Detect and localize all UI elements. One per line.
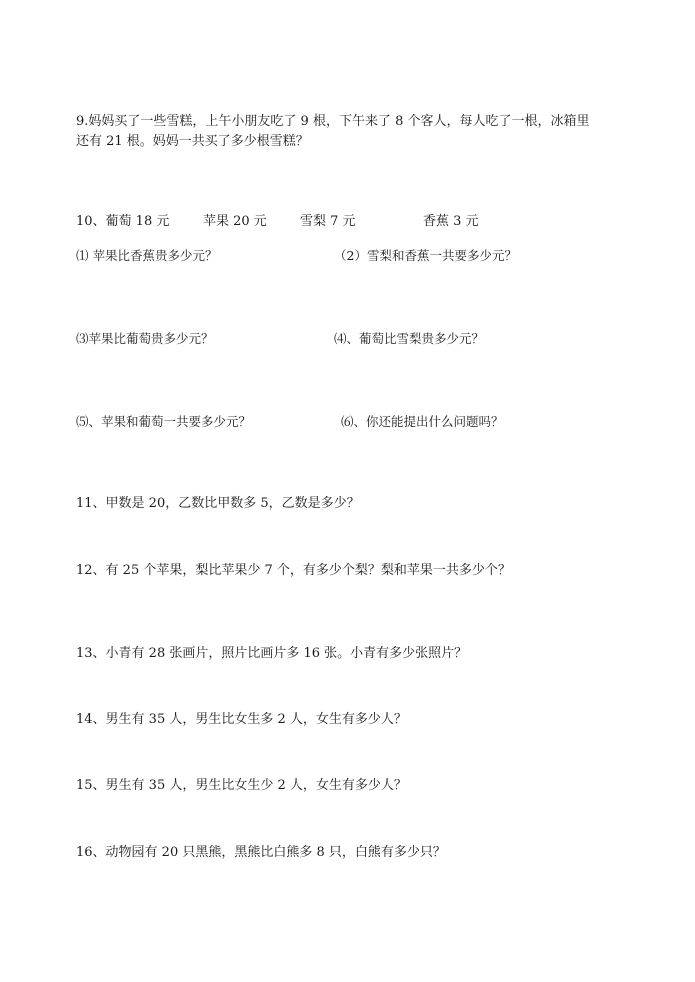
question-10-sub-1: ⑴ 苹果比香蕉贵多少元？ [76, 248, 218, 263]
question-11: 11、甲数是 20，乙数比甲数多 5，乙数是多少？ [76, 496, 360, 511]
question-10-sub-3: ⑶苹果比葡萄贵多少元？ [76, 331, 214, 346]
price-grape: 10、葡萄 18 元 [76, 214, 170, 229]
question-13: 13、小青有 28 张画片，照片比画片多 16 张。小青有多少张照片？ [76, 646, 468, 661]
price-banana: 香蕉 3 元 [423, 214, 479, 229]
question-10-sub-6: ⑹、你还能提出什么问题吗？ [341, 414, 504, 429]
question-9-line-1: 9.妈妈买了一些雪糕，上午小朋友吃了 9 根，下午来了 8 个客人，每人吃了一根，冰箱里 [76, 114, 590, 129]
price-pear: 雪梨 7 元 [300, 214, 356, 229]
question-16: 16、动物园有 20 只黑熊，黑熊比白熊多 8 只，白熊有多少只？ [76, 845, 446, 860]
question-10-sub-4: ⑷、葡萄比雪梨贵多少元？ [334, 331, 485, 346]
question-15: 15、男生有 35 人，男生比女生少 2 人，女生有多少人？ [76, 778, 407, 793]
price-apple: 苹果 20 元 [203, 214, 267, 229]
question-10-sub-5: ⑸、苹果和葡萄一共要多少元？ [76, 414, 252, 429]
question-10-sub-2: （2）雪梨和香蕉一共要多少元？ [334, 248, 517, 263]
question-9-line-2: 还有 21 根。妈妈一共买了多少根雪糕？ [76, 134, 309, 149]
question-14: 14、男生有 35 人，男生比女生多 2 人，女生有多少人？ [76, 712, 407, 727]
question-12: 12、有 25 个苹果，梨比苹果少 7 个，有多少个梨？梨和苹果一共多少个？ [76, 563, 511, 578]
